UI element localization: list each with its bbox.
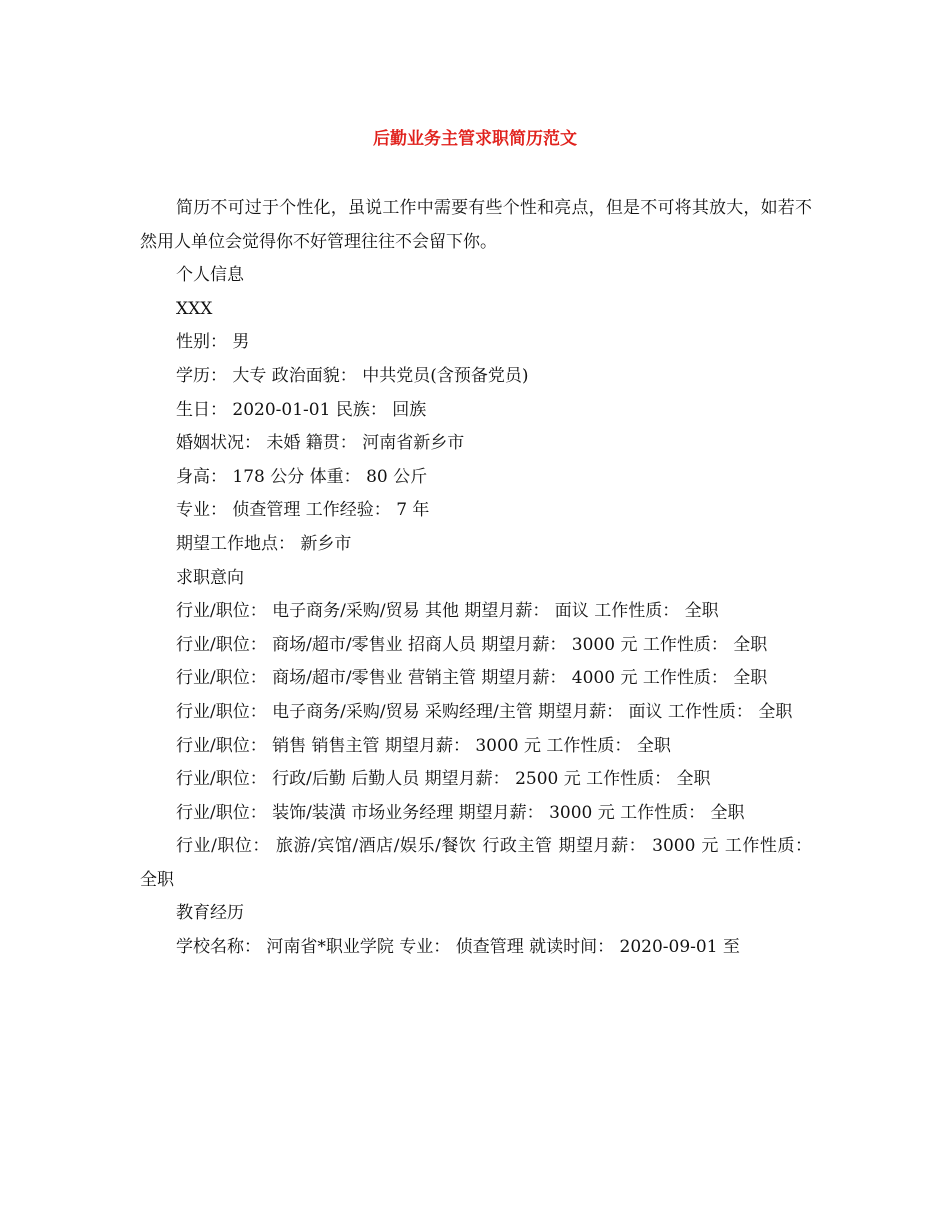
intro-paragraph: 简历不可过于个性化，虽说工作中需要有些个性和亮点，但是不可将其放大，如若不然用人单位会觉得你不好管理往往不会留下你。 — [140, 198, 812, 252]
intent-item: 行业/职位： 电子商务/采购/贸易 采购经理/主管 期望月薪： 面议 工作性质： 全职 — [176, 701, 793, 722]
intent-item: 行业/职位： 商场/超市/零售业 招商人员 期望月薪： 3000 元 工作性质： 全职 — [176, 634, 768, 655]
personal-marital-origin: 婚姻状况： 未婚 籍贯： 河南省新乡市 — [176, 433, 465, 454]
intent-item: 行业/职位： 商场/超市/零售业 营销主管 期望月薪： 4000 元 工作性质： 全职 — [176, 668, 768, 689]
intent-item: 行业/职位： 电子商务/采购/贸易 其他 期望月薪： 面议 工作性质： 全职 — [176, 601, 719, 622]
document-title: 后勤业务主管求职简历范文 — [373, 129, 577, 149]
section-heading-education: 教育经历 — [176, 903, 244, 924]
personal-education-politics: 学历： 大专 政治面貌： 中共党员(含预备党员) — [176, 365, 529, 386]
document-body — [140, 192, 812, 965]
intent-item: 行业/职位： 装饰/装潢 市场业务经理 期望月薪： 3000 元 工作性质： 全职 — [176, 802, 745, 823]
section-heading-personal: 个人信息 — [176, 265, 244, 286]
personal-birth-ethnicity: 生日： 2020-01-01 民族： 回族 — [176, 399, 427, 420]
personal-major-experience: 专业： 侦查管理 工作经验： 7 年 — [176, 500, 430, 521]
personal-location: 期望工作地点： 新乡市 — [176, 533, 352, 554]
personal-name: XXX — [176, 298, 213, 319]
intent-item: 行业/职位： 销售 销售主管 期望月薪： 3000 元 工作性质： 全职 — [176, 735, 671, 756]
intent-item: 行业/职位： 旅游/宾馆/酒店/娱乐/餐饮 行政主管 期望月薪： 3000 元 工作性质： 全职 — [140, 836, 812, 890]
personal-height-weight: 身高： 178 公分 体重： 80 公斤 — [176, 466, 428, 487]
education-line: 学校名称： 河南省*职业学院 专业： 侦查管理 就读时间： 2020-09-01 至 — [176, 937, 740, 958]
intent-item: 行业/职位： 行政/后勤 后勤人员 期望月薪： 2500 元 工作性质： 全职 — [176, 769, 711, 790]
section-heading-intent: 求职意向 — [176, 567, 244, 588]
personal-gender: 性别： 男 — [176, 332, 250, 353]
